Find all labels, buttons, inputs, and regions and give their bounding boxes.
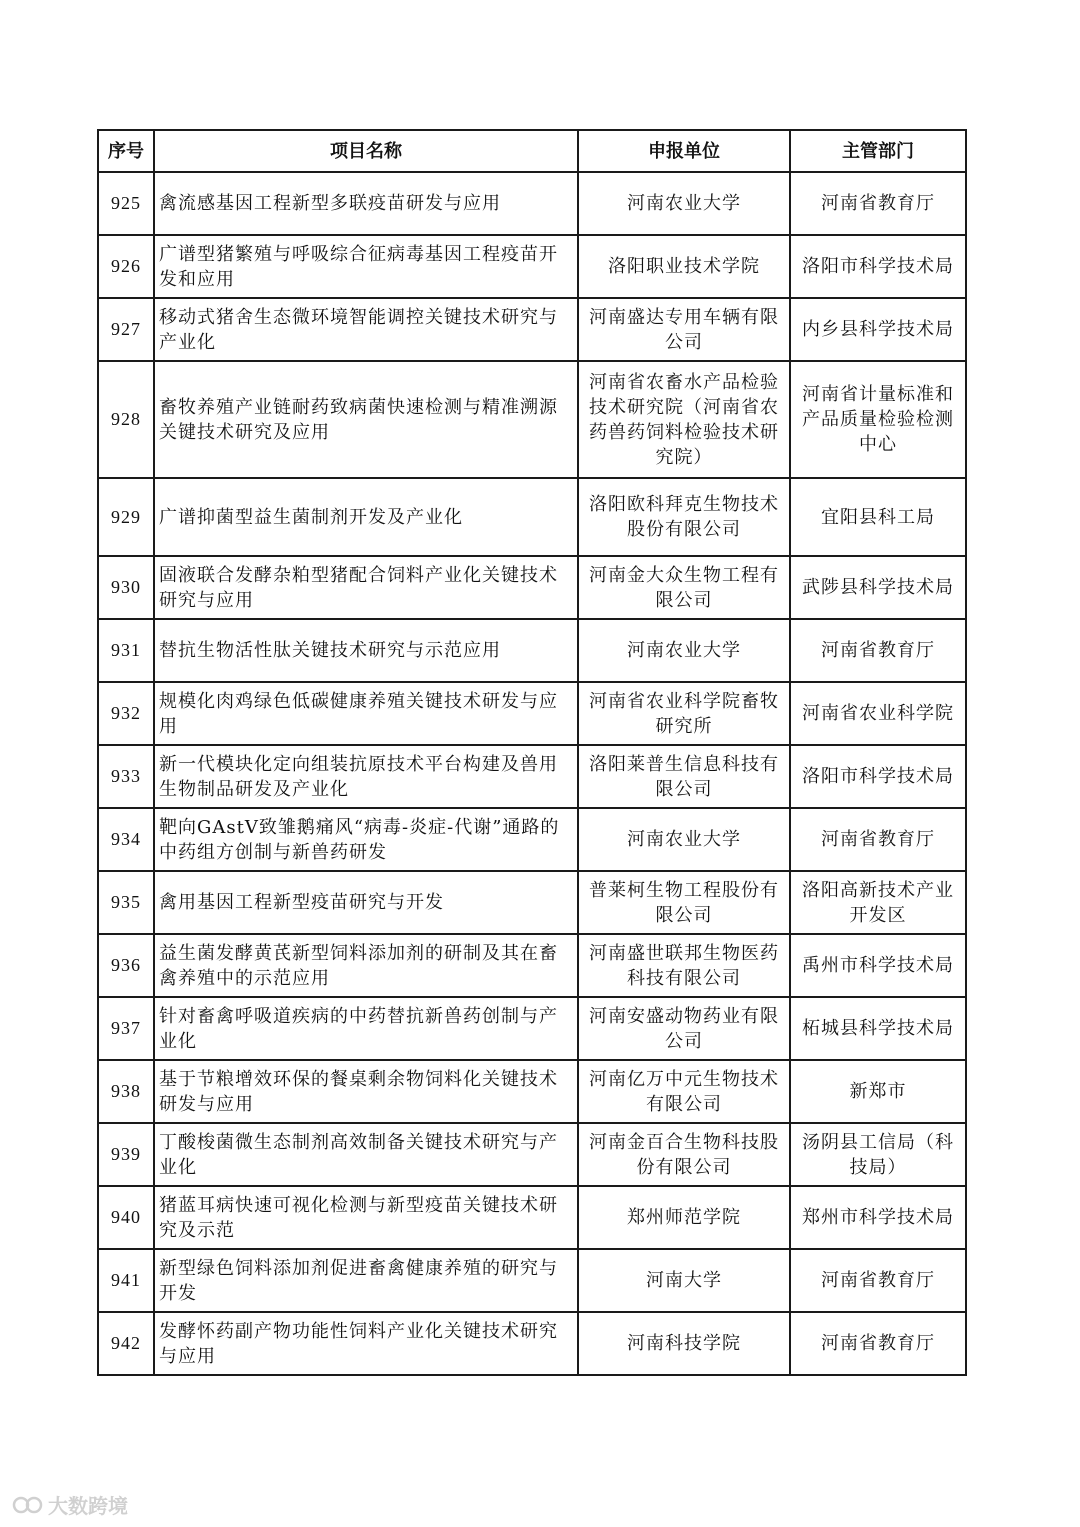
row-num: 925 (98, 172, 154, 235)
row-unit: 河南省农畜水产品检验技术研究院（河南省农药兽药饲料检验技术研究院） (578, 361, 790, 478)
table-row (98, 682, 966, 745)
row-name: 发酵怀药副产物功能性饲料产业化关键技术研究与应用 (154, 1312, 578, 1375)
row-name: 猪蓝耳病快速可视化检测与新型疫苗关键技术研究及示范 (154, 1186, 578, 1249)
row-dept: 宜阳县科工局 (790, 478, 966, 556)
row-unit: 洛阳莱普生信息科技有限公司 (578, 745, 790, 808)
header-num: 序号 (98, 130, 154, 172)
row-name: 广谱型猪繁殖与呼吸综合征病毒基因工程疫苗开发和应用 (154, 235, 578, 298)
table-row (98, 1186, 966, 1249)
row-name: 基于节粮增效环保的餐桌剩余物饲料化关键技术研发与应用 (154, 1060, 578, 1123)
row-unit: 河南亿万中元生物技术有限公司 (578, 1060, 790, 1123)
row-dept: 河南省农业科学院 (790, 682, 966, 745)
row-num: 942 (98, 1312, 154, 1375)
row-unit: 河南盛世联邦生物医药科技有限公司 (578, 934, 790, 997)
row-unit: 洛阳职业技术学院 (578, 235, 790, 298)
header-name: 项目名称 (154, 130, 578, 172)
row-num: 932 (98, 682, 154, 745)
table-row (98, 619, 966, 682)
table-row (98, 235, 966, 298)
row-unit: 普莱柯生物工程股份有限公司 (578, 871, 790, 934)
row-dept: 河南省教育厅 (790, 1312, 966, 1375)
table-row (98, 745, 966, 808)
table-row (98, 1060, 966, 1123)
row-num: 940 (98, 1186, 154, 1249)
table-row (98, 1123, 966, 1186)
row-num: 931 (98, 619, 154, 682)
row-unit: 河南科技学院 (578, 1312, 790, 1375)
row-unit: 河南农业大学 (578, 619, 790, 682)
row-unit: 河南农业大学 (578, 172, 790, 235)
row-dept: 河南省计量标准和产品质量检验检测中心 (790, 361, 966, 478)
row-num: 941 (98, 1249, 154, 1312)
row-num: 934 (98, 808, 154, 871)
row-name: 益生菌发酵黄芪新型饲料添加剂的研制及其在畜禽养殖中的示范应用 (154, 934, 578, 997)
row-unit: 河南金百合生物科技股份有限公司 (578, 1123, 790, 1186)
project-table (97, 129, 967, 1376)
row-dept: 禹州市科学技术局 (790, 934, 966, 997)
header-dept: 主管部门 (790, 130, 966, 172)
row-num: 933 (98, 745, 154, 808)
table-row (98, 361, 966, 478)
row-unit: 河南大学 (578, 1249, 790, 1312)
row-unit: 河南农业大学 (578, 808, 790, 871)
table-row (98, 1312, 966, 1375)
watermark-logo-icon (12, 1494, 44, 1516)
row-num: 937 (98, 997, 154, 1060)
row-num: 935 (98, 871, 154, 934)
row-dept: 洛阳高新技术产业开发区 (790, 871, 966, 934)
row-name: 规模化肉鸡绿色低碳健康养殖关键技术研发与应用 (154, 682, 578, 745)
row-unit: 河南金大众生物工程有限公司 (578, 556, 790, 619)
row-dept: 武陟县科学技术局 (790, 556, 966, 619)
row-name: 新型绿色饲料添加剂促进畜禽健康养殖的研究与开发 (154, 1249, 578, 1312)
row-dept: 新郑市 (790, 1060, 966, 1123)
row-name: 替抗生物活性肽关键技术研究与示范应用 (154, 619, 578, 682)
row-dept: 河南省教育厅 (790, 172, 966, 235)
row-name: 禽流感基因工程新型多联疫苗研发与应用 (154, 172, 578, 235)
row-num: 938 (98, 1060, 154, 1123)
row-num: 936 (98, 934, 154, 997)
watermark-text: 大数跨境 (48, 1494, 128, 1518)
row-dept: 汤阴县工信局（科技局） (790, 1123, 966, 1186)
row-unit: 河南安盛动物药业有限公司 (578, 997, 790, 1060)
table-row (98, 1249, 966, 1312)
table-row (98, 934, 966, 997)
row-name: 新一代模块化定向组装抗原技术平台构建及兽用生物制品研发及产业化 (154, 745, 578, 808)
table-row (98, 556, 966, 619)
row-dept: 内乡县科学技术局 (790, 298, 966, 361)
table-row (98, 298, 966, 361)
table-header-row (98, 130, 966, 172)
row-num: 929 (98, 478, 154, 556)
row-dept: 河南省教育厅 (790, 808, 966, 871)
row-name: 丁酸梭菌微生态制剂高效制备关键技术研究与产业化 (154, 1123, 578, 1186)
row-dept: 柘城县科学技术局 (790, 997, 966, 1060)
row-name: 畜牧养殖产业链耐药致病菌快速检测与精准溯源关键技术研究及应用 (154, 361, 578, 478)
row-name: 固液联合发酵杂粕型猪配合饲料产业化关键技术研究与应用 (154, 556, 578, 619)
table-row (98, 808, 966, 871)
header-unit: 申报单位 (578, 130, 790, 172)
watermark (12, 1490, 128, 1519)
row-name: 针对畜禽呼吸道疾病的中药替抗新兽药创制与产业化 (154, 997, 578, 1060)
row-unit: 河南省农业科学院畜牧研究所 (578, 682, 790, 745)
row-dept: 河南省教育厅 (790, 619, 966, 682)
row-unit: 郑州师范学院 (578, 1186, 790, 1249)
row-num: 928 (98, 361, 154, 478)
row-dept: 洛阳市科学技术局 (790, 235, 966, 298)
row-unit: 河南盛达专用车辆有限公司 (578, 298, 790, 361)
row-name: 禽用基因工程新型疫苗研究与开发 (154, 871, 578, 934)
table-row (98, 997, 966, 1060)
row-num: 927 (98, 298, 154, 361)
row-dept: 河南省教育厅 (790, 1249, 966, 1312)
row-name: 移动式猪舍生态微环境智能调控关键技术研究与产业化 (154, 298, 578, 361)
table-row (98, 172, 966, 235)
row-unit: 洛阳欧科拜克生物技术股份有限公司 (578, 478, 790, 556)
row-name: 靶向GAstV致雏鹅痛风“病毒-炎症-代谢”通路的中药组方创制与新兽药研发 (154, 808, 578, 871)
row-dept: 郑州市科学技术局 (790, 1186, 966, 1249)
row-num: 926 (98, 235, 154, 298)
row-dept: 洛阳市科学技术局 (790, 745, 966, 808)
row-num: 930 (98, 556, 154, 619)
table-row (98, 871, 966, 934)
row-num: 939 (98, 1123, 154, 1186)
table-row (98, 478, 966, 556)
row-name: 广谱抑菌型益生菌制剂开发及产业化 (154, 478, 578, 556)
